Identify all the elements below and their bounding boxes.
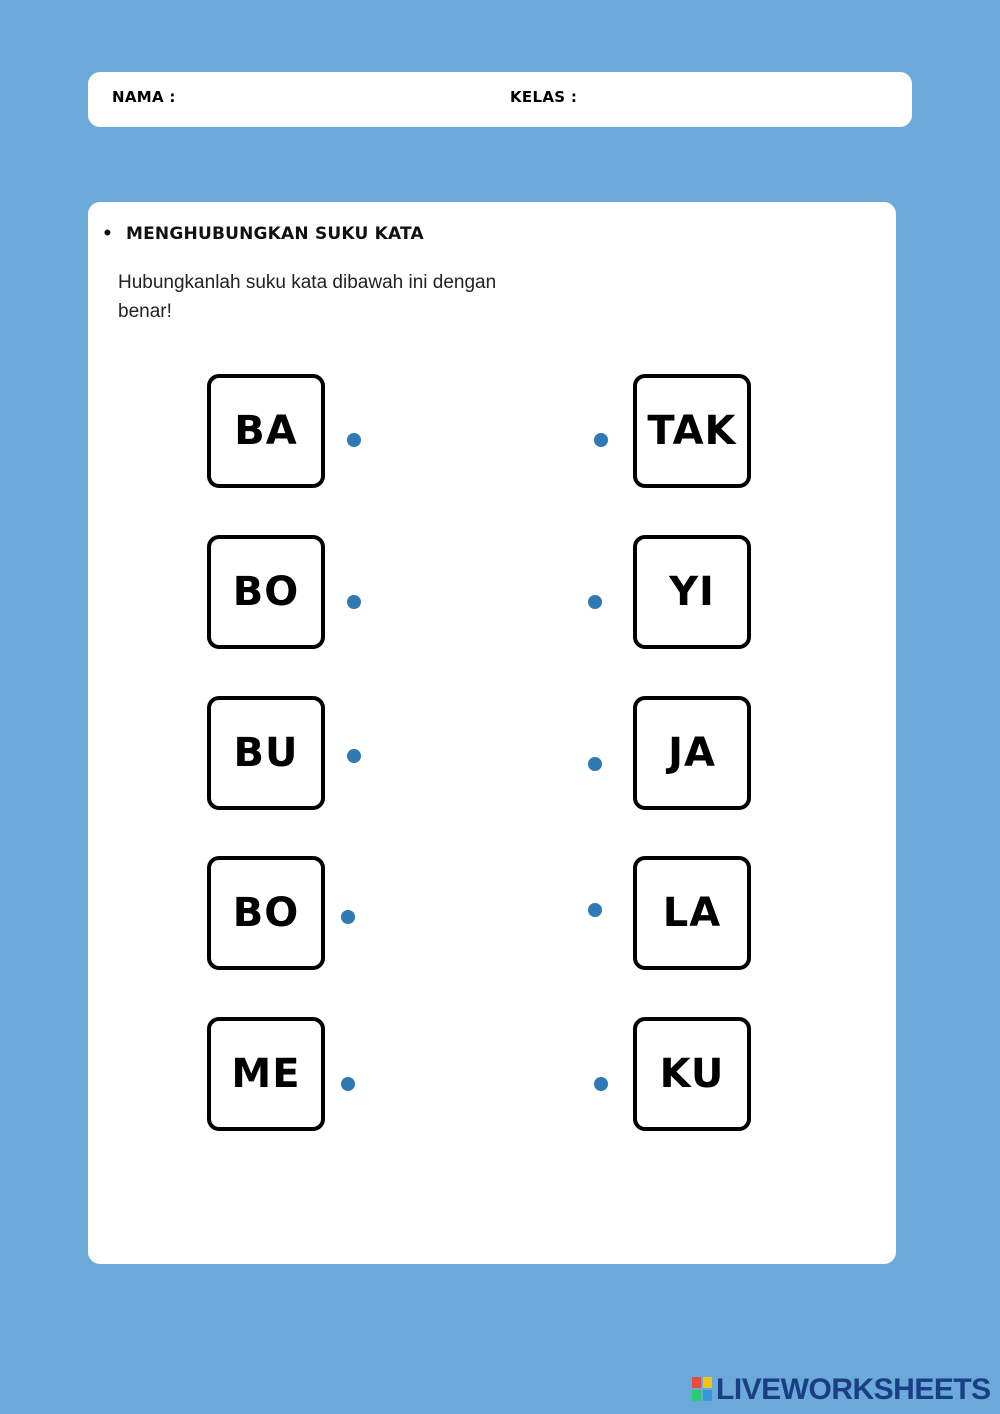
right-connect-dot-1[interactable] [594,433,608,447]
left-syllable-tile-3 [207,696,325,810]
right-syllable-tile-1 [633,374,751,488]
right-syllable-tile-3 [633,696,751,810]
right-syllable-tile-5 [633,1017,751,1131]
left-connect-dot-3[interactable] [347,749,361,763]
left-syllable-1: BA [234,408,298,454]
right-syllable-1: TAK [647,408,737,454]
logo-text: LIVEWORKSHEETS [716,1373,991,1406]
right-syllable-5: KU [659,1051,725,1097]
right-syllable-tile-4 [633,856,751,970]
left-syllable-3: BU [233,730,299,776]
left-connect-dot-1[interactable] [347,433,361,447]
left-syllable-tile-2 [207,535,325,649]
liveworksheets-logo [692,1372,991,1408]
right-syllable-4: LA [662,890,722,936]
left-connect-dot-5[interactable] [341,1077,355,1091]
left-connect-dot-4[interactable] [341,910,355,924]
student-info-bar [88,72,912,127]
left-syllable-tile-4 [207,856,325,970]
left-syllable-5: ME [231,1051,301,1097]
nama-label: NAMA : [112,88,176,106]
left-syllable-tile-1 [207,374,325,488]
section-title-text: MENGHUBUNGKAN SUKU KATA [126,224,424,244]
liveworksheets-logo-icon [692,1377,714,1403]
right-syllable-2: YI [669,569,715,615]
right-connect-dot-4[interactable] [588,903,602,917]
bullet: • [102,224,114,244]
left-syllable-2: BO [232,569,300,615]
section-title [102,224,424,244]
right-syllable-3: JA [668,730,716,776]
worksheet-card [88,202,896,1264]
left-syllable-4: BO [232,890,300,936]
right-connect-dot-3[interactable] [588,757,602,771]
instruction-text: Hubungkanlah suku kata dibawah ini dengan benar! [118,272,497,322]
kelas-label: KELAS : [510,88,578,106]
right-syllable-tile-2 [633,535,751,649]
left-syllable-tile-5 [207,1017,325,1131]
right-connect-dot-5[interactable] [594,1077,608,1091]
left-connect-dot-2[interactable] [347,595,361,609]
right-connect-dot-2[interactable] [588,595,602,609]
